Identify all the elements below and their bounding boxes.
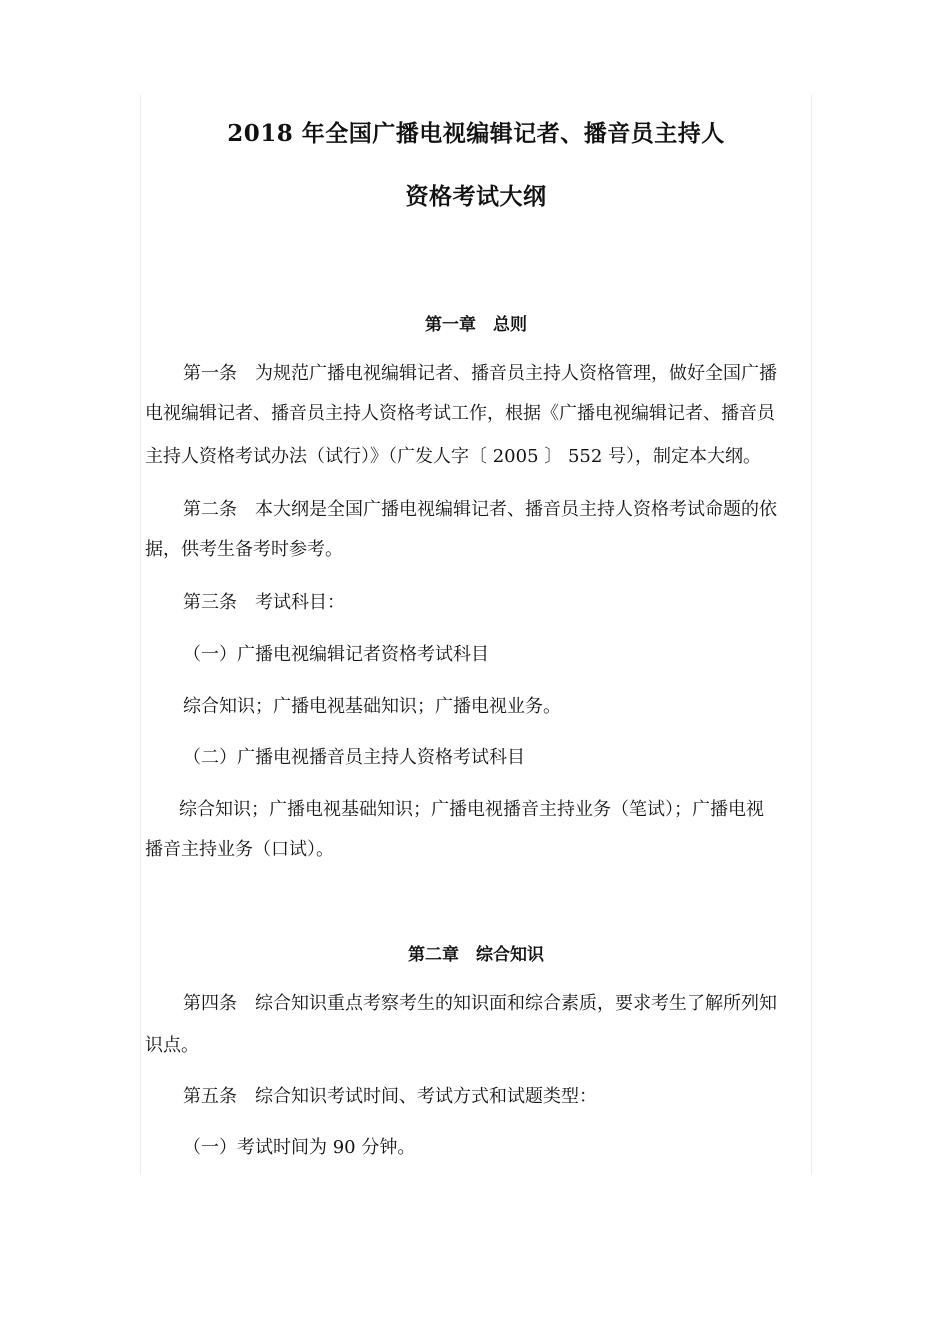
chapter-2-heading: 第二章 综合知识: [408, 945, 544, 965]
article-2-line-1: 第二条 本大纲是全国广播电视编辑记者、播音员主持人资格考试命题的依: [183, 499, 777, 520]
article-3-line: 第三条 考试科目：: [183, 592, 345, 613]
item-3-line: （一）考试时间为 90 分钟。: [183, 1137, 416, 1158]
article-5-line: 第五条 综合知识考试时间、考试方式和试题类型：: [183, 1086, 597, 1107]
chapter-1-heading: 第一章 总则: [425, 315, 527, 335]
article-1-line-3: 主持人资格考试办法（试行）》（广发人字〔 2005 〕 552 号），制定本大纲。: [145, 446, 762, 467]
item-2-subjects-line-2: 播音主持业务（口试）。: [145, 839, 334, 860]
article-1-line-1: 第一条 为规范广播电视编辑记者、播音员主持人资格管理，做好全国广播: [183, 363, 777, 384]
item-1-subjects: 综合知识；广播电视基础知识；广播电视业务。: [183, 696, 561, 717]
item-1-heading: （一）广播电视编辑记者资格考试科目: [183, 644, 489, 665]
document-page: [140, 95, 812, 1175]
article-2-line-2: 据，供考生备考时参考。: [145, 539, 343, 560]
document-title-line-1: 2018 年全国广播电视编辑记者、播音员主持人: [227, 120, 725, 147]
document-title-line-2: 资格考试大纲: [405, 183, 547, 210]
item-2-subjects-line-1: 综合知识；广播电视基础知识；广播电视播音主持业务（笔试）；广播电视: [179, 799, 764, 820]
article-4-line-2: 识点。: [145, 1035, 199, 1056]
article-1-line-2: 电视编辑记者、播音员主持人资格考试工作，根据《广播电视编辑记者、播音员: [145, 403, 775, 424]
item-2-heading: （二）广播电视播音员主持人资格考试科目: [183, 747, 525, 768]
article-4-line-1: 第四条 综合知识重点考察考生的知识面和综合素质，要求考生了解所列知: [183, 993, 777, 1014]
